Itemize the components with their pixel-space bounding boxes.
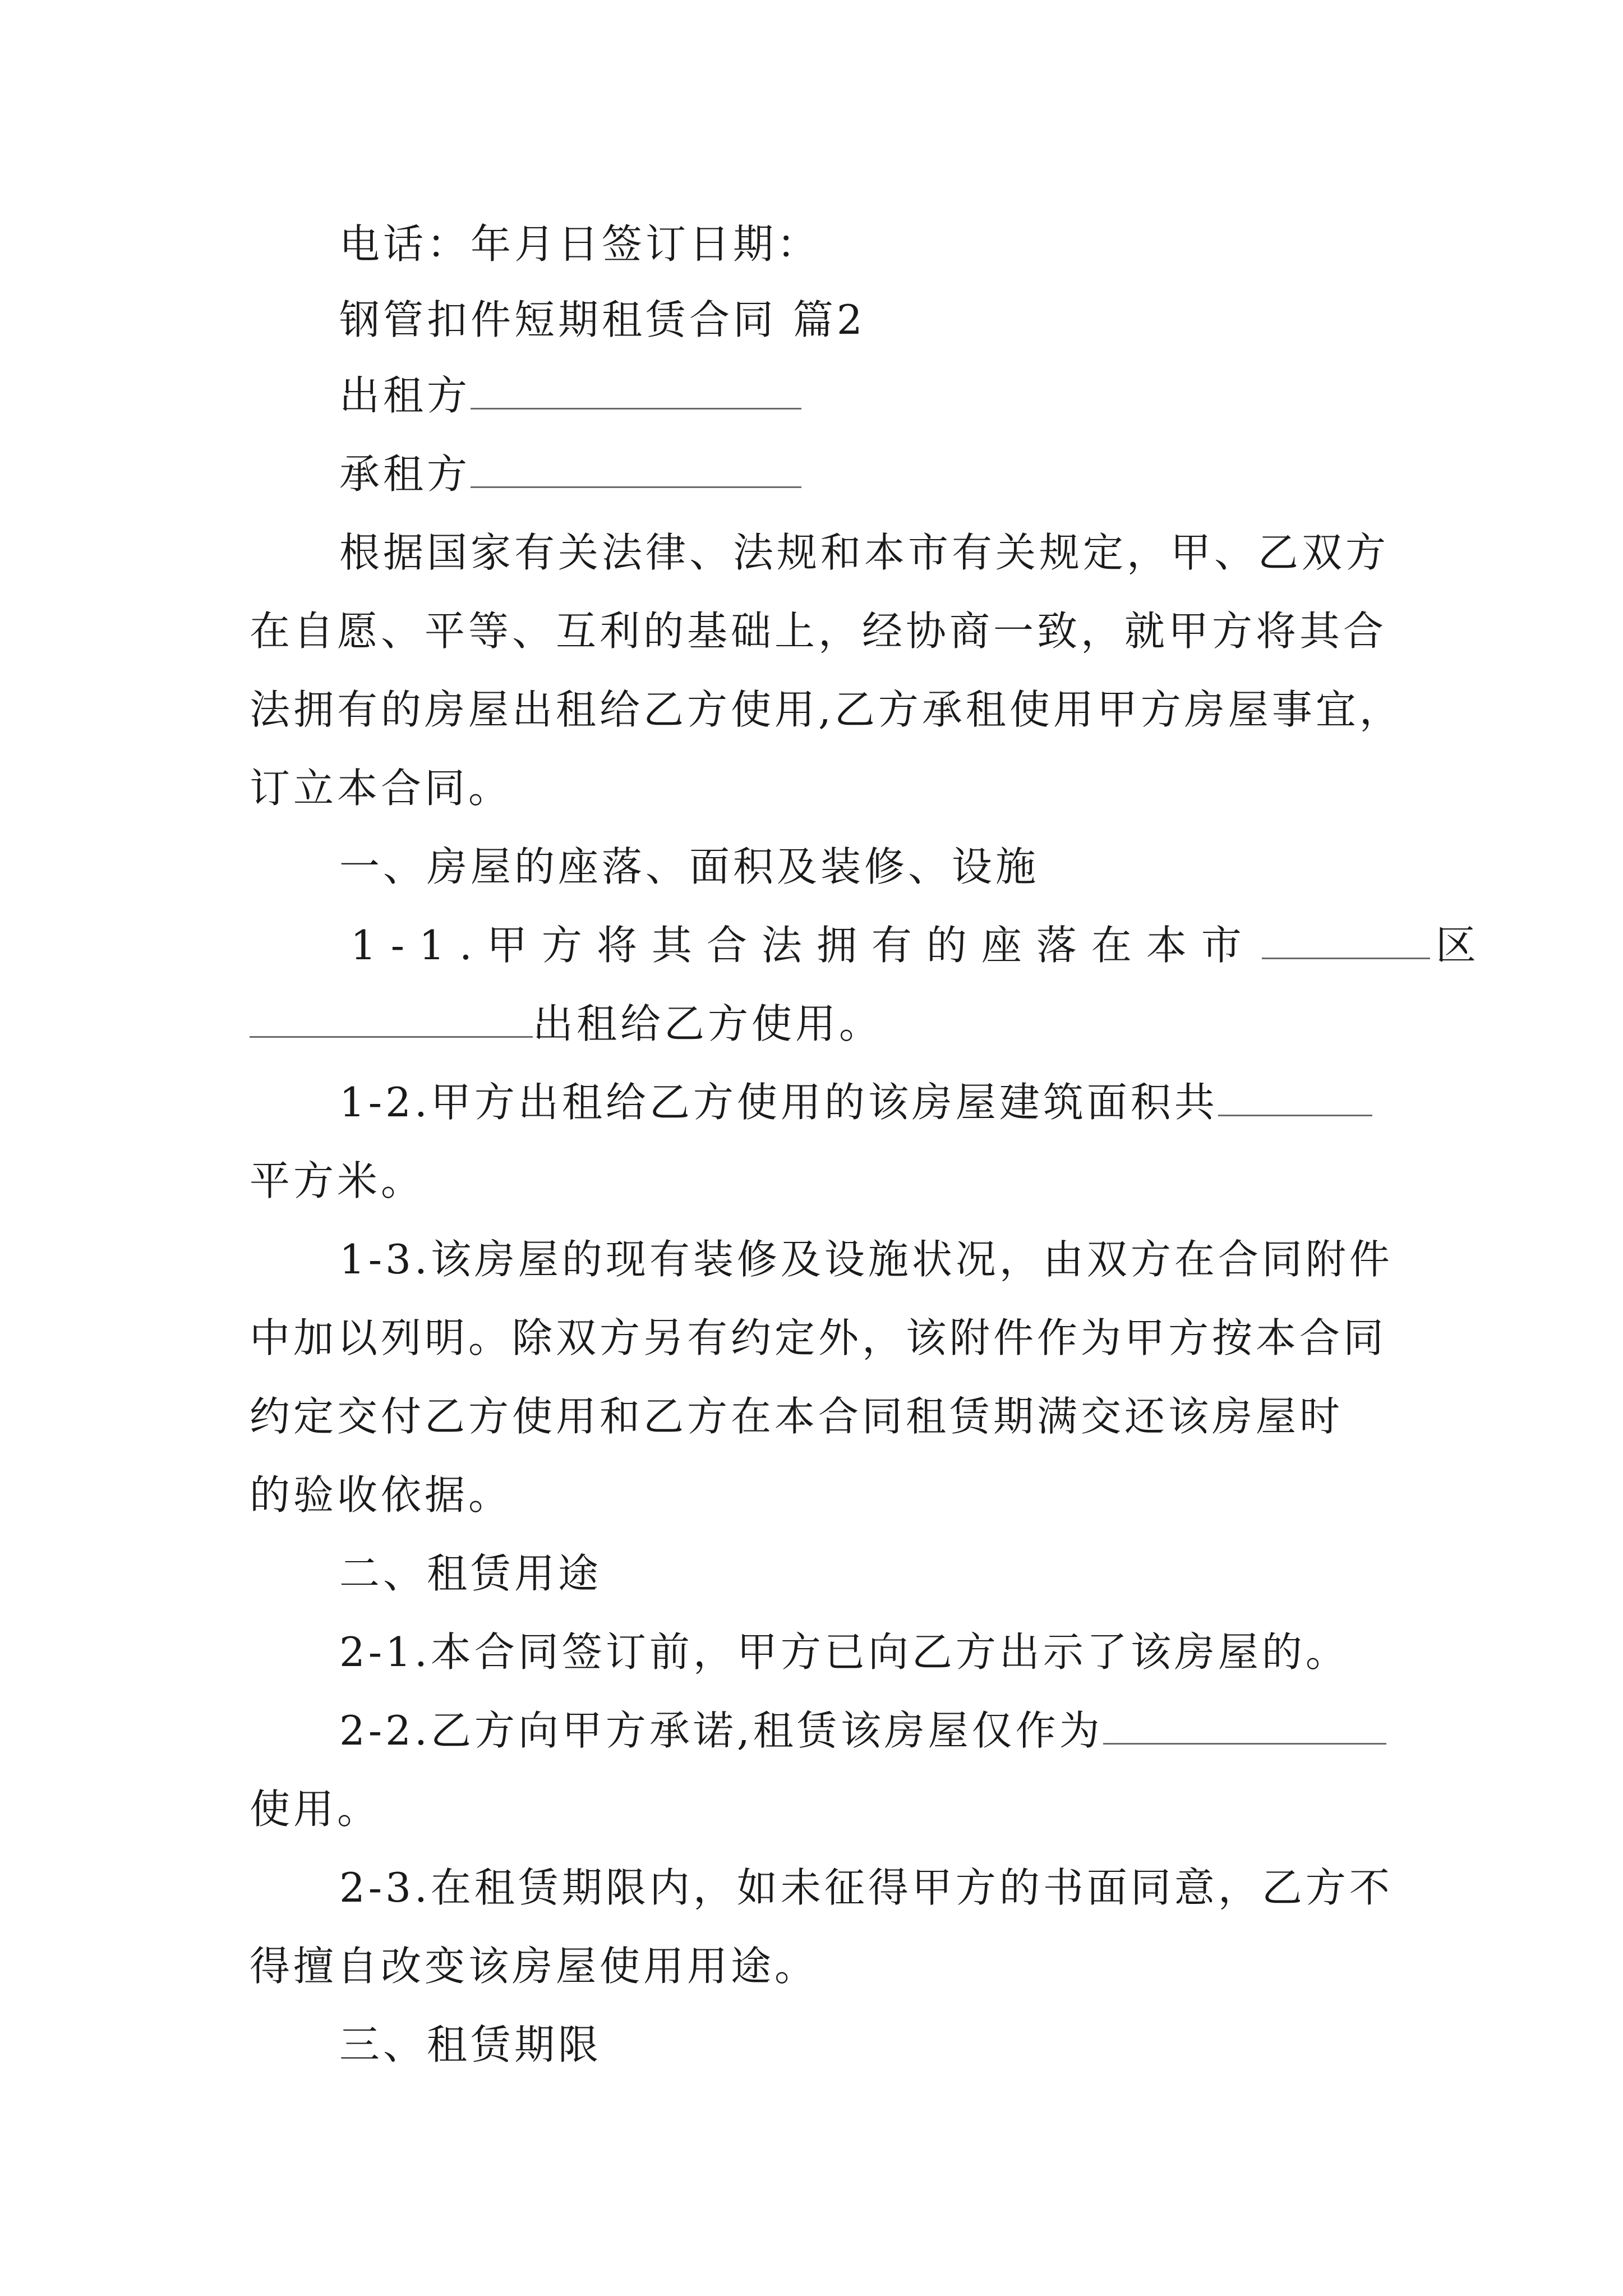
lessee-line xyxy=(0,446,1623,502)
clause-1-3-line-2: 中加以列明。除双方另有约定外，该附件作为甲方按本合同 xyxy=(250,1314,1387,1361)
clause-2-3-line-1: 2-3.在租赁期限内，如未征得甲方的书面同意，乙方不 xyxy=(339,1864,1393,1911)
lessor-line xyxy=(0,367,1623,424)
phone-date-line xyxy=(0,216,1623,272)
paragraph-preamble-line-2: 在自愿、平等、互利的基础上，经协商一致，就甲方将其合 xyxy=(250,608,1387,655)
paragraph-preamble-line-1: 根据国家有关法律、法规和本市有关规定，甲、乙双方 xyxy=(339,529,1390,576)
clause-2-2-line-1: 2-2.乙方向甲方承诺,租赁该房屋仅作为 xyxy=(0,1703,1623,1759)
clause-1-2-line-2: 平方米。 xyxy=(250,1157,425,1204)
section-2-heading: 二、租赁用途 xyxy=(339,1550,602,1597)
clause-2-1: 2-1.本合同签订前，甲方已向乙方出示了该房屋的。 xyxy=(339,1628,1349,1676)
phone-date-text: 电话：年月日签订日期： xyxy=(339,220,821,268)
contract-title-text: 钢管扣件短期租赁合同 篇2 xyxy=(339,296,866,343)
clause-2-3-line-2: 得擅自改变该房屋使用用途。 xyxy=(250,1943,819,1990)
paragraph-preamble-line-3: 法拥有的房屋出租给乙方使用,乙方承租使用甲方房屋事宜， xyxy=(250,686,1403,733)
district-blank xyxy=(1262,918,1430,959)
clause-1-1-line-1: 1-1.甲方将其合法拥有的座落在本市 区 xyxy=(0,917,1623,973)
lessor-blank xyxy=(471,369,801,409)
paragraph-preamble-line-4: 订立本合同。 xyxy=(250,765,513,812)
clause-1-3-line-1: 1-3.该房屋的现有装修及设施状况，由双方在合同附件 xyxy=(339,1236,1393,1283)
contract-title xyxy=(0,292,1623,348)
clause-1-1-line-2: 出租给乙方使用。 xyxy=(0,996,1623,1052)
lessee-blank xyxy=(471,447,801,488)
section-3-heading: 三、租赁期限 xyxy=(339,2021,602,2068)
lessee-label: 承租方 xyxy=(339,450,471,498)
section-1-heading: 一、房屋的座落、面积及装修、设施 xyxy=(339,843,1040,890)
area-blank xyxy=(1218,1075,1372,1116)
clause-1-3-line-4: 的验收依据。 xyxy=(250,1471,513,1519)
lessor-label: 出租方 xyxy=(339,372,471,419)
usage-blank xyxy=(1103,1704,1386,1745)
clause-1-3-line-3: 约定交付乙方使用和乙方在本合同租赁期满交还该房屋时 xyxy=(250,1393,1344,1440)
clause-1-2-line-1: 1-2.甲方出租给乙方使用的该房屋建筑面积共 xyxy=(0,1074,1623,1130)
clause-2-2-line-2: 使用。 xyxy=(250,1786,381,1833)
address-blank xyxy=(250,997,533,1038)
